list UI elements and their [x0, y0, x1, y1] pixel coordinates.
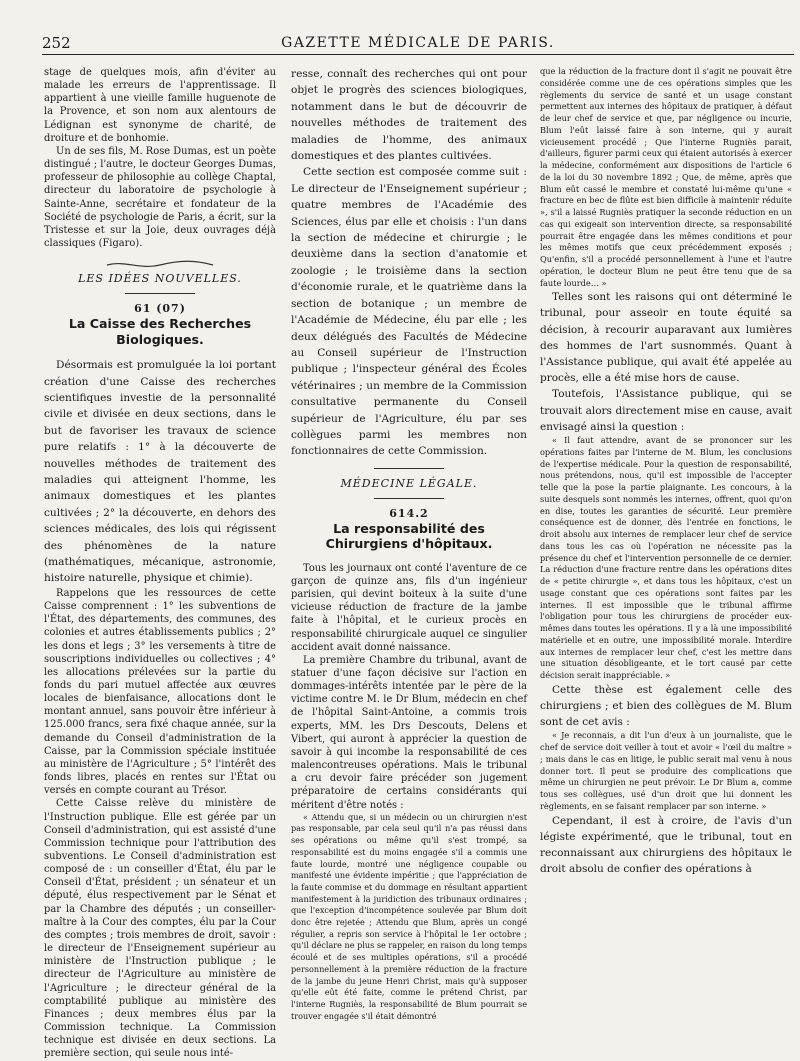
paragraph: La première Chambre du tribunal, avant de statuer d'une façon décisive sur l'action en dommages-intérêts intentée par le père de la victime contre M. le Dr Blum, médecin en chef de l'hôpital Saint-Antoine, a commis trois experts, MM. les Drs Descouts, Delens et Vibert, qui auront à apprécier la question de savoir à qui incombe la responsabilité de ces malencontreuses opérations. Mais le tribunal a cru devoir faire précéder son jugement préparatoire de certains considérants qui méritent d'être notés :: [291, 654, 527, 811]
column-3: [540, 66, 792, 1021]
paragraph: Telles sont les raisons qui ont déterminé le tribunal, pour asseoir en toute équité sa décision, à recourir auparavant aux lumières des hommes de l'art susnommés. Quant à l'Assistance publique, qui avait été appelée au procès, elle a été mise hors de cause.: [540, 291, 792, 385]
quotation: « Attendu que, si un médecin ou un chirurgien n'est pas responsable, par cela seul qu'il n'a pas réussi dans ses opérations ou même qu'il s'est trompé, sa responsabilité est du moins engagée s'il a commis une faute lourde, montré une négligence coupable ou manifesté une évidente impéritie ; que l'appréciation de la faute commise et du dommage en résultant appartient manifestement à la juridiction des tribunaux ordinaires ; que l'exception d'incompétence soulevée par Blum doit donc être rejetée ; Attendu que Blum, après un congé régulier, a repris son service à l'hôpital le 1er octobre ; qu'il déclare ne plus se rappeler, en raison du long temps écoulé et de ses multiples opérations, s'il a procédé personnellement à la première réduction de la fracture de la jambe du jeune Henri Christ, mais qu'à supposer qu'elle eût été faite, comme le prétend Christ, par l'interne Rugniès, la responsabilité de Blum pourrait se trouver engagée s'il était démontré: [291, 811, 527, 1021]
paragraph: Cette section est composée comme suit : Le directeur de l'Enseignement supérieur ; quatre membres de l'Académie des Sciences, élus par elle et choisis : l'un dans la section de médecine et chirurgie ; le deuxième dans la section d'anatomie et zoologie ; le troisième dans la section d'économie rurale, et le quatrième dans la section de botanique ; un membre de l'Académie de Médecine, élu par elle ; les deux délégués des Facultés de Médecine au Conseil supérieur de l'Instruction publique ; l'inspecteur général des Écoles vétérinaires ; un membre de la Commission consultative permanente du Conseil supérieur de l'Agriculture, élu par ses collègues parmi les membres non fonctionnaires de cette Commission.: [291, 166, 527, 458]
divider: [374, 498, 444, 499]
paragraph: Toutefois, l'Assistance publique, qui se trouvait alors directement mise en cause, avait envisagé ainsi la question :: [540, 388, 792, 433]
column-2: [291, 66, 527, 1021]
divider: [125, 293, 195, 294]
paragraph: stage de quelques mois, afin d'éviter au malade les erreurs de l'apprentissage. Il appartient à une vieille famille huguenote de la Provence, et son nom aux alentours de Lédignan est synonyme de charité, de droiture et de bonhomie.: [44, 67, 276, 144]
quotation: « Je reconnais, a dit l'un d'eux à un journaliste, que le chef de service doit veiller à tout et avoir « l'œil du maître » ; mais dans le cas en litige, le public serait mal venu à nous donner tort. Il peut se produire des complications que même un chirurgien ne peut prévoir. Le Dr Blum a, comme tous ses collègues, usé d'un droit que lui donnent les règlements, en se faisant remplacer par son interne. »: [540, 730, 792, 811]
paragraph: Désormais est promulguée la loi portant création d'une Caisse des recherches scientifiques investie de la personnalité civile et divisée en deux sections, dans le but de favoriser les travaux de science pure relatifs : 1° à la découverte de nouvelles méthodes de traitement des maladies qui atteignent l'homme, les animaux domestiques et les plantes cultivées ; 2° la découverte, en dehors des sciences médicales, des lois qui régissent des phénomènes de la nature (mathématiques, mécanique, astronomie, histoire naturelle, physique et chimie).: [44, 359, 276, 585]
article-number: 61 (07): [134, 302, 186, 316]
article-title: La Caisse des Recherches Biologiques.: [68, 316, 252, 347]
running-title: GAZETTE MÉDICALE DE PARIS.: [281, 35, 555, 51]
section-rubric: MÉDECINE LÉGALE.: [340, 476, 478, 490]
quotation: que la réduction de la fracture dont il s'agit ne pouvait être considérée comme une de ces opérations simples que les règlements du service de santé et un usage constant permettent aux internes des hôpitaux de pratiquer, à défaut de leur chef de service et que, par négligence ou incurie, Blum l'eût laissé faire à son interne, qui y aurait vicieusement procédé ; Que l'interne Rugniès parait, d'ailleurs, figurer parmi ceux qui étaient autorisés à exercer la médecine, conformément aux dispositions de l'article 6 de la loi du 30 novembre 1892 ; Que, de même, après que Blum eût cassé le membre et constaté lui-même qu'une « fracture en bec de flûte est bien difficile à maintenir réduite », s'il a laissé Rugniès pratiquer la seconde réduction en un cas qui exigeait son intervention directe, sa responsabilité pourrait être engagée dans les mêmes conditions et pour les mêmes motifs que ceux précédemment exposés ; Qu'enfin, s'il a procédé personnellement à l'une et l'autre opération, le docteur Blum ne peut être tenu que de sa faute lourde… »: [540, 66, 792, 288]
paragraph: Rappelons que les ressources de cette Caisse comprennent : 1° les subventions de l'État, des départements, des communes, des colonies et autres établissements publics ; 2° les dons et legs ; 3° les versements à titre de souscriptions individuelles ou collectives ; 4° les allocations prélevées sur la partie du fonds du pari mutuel affectée aux œuvres locales de bienfaisance, allocations dont le montant annuel, sans pouvoir être inférieur à 125.000 francs, sera fixé chaque année, sur la demande du Conseil d'administration de la Caisse, par la Commission spéciale instituée au ministère de l'Agriculture ; 5° l'intérêt des fonds libres, placés en rentes sur l'État ou versés en compte courant au Trésor.: [44, 587, 276, 797]
ornament-divider: [44, 256, 276, 268]
section-rubric: LES IDÉES NOUVELLES.: [78, 272, 242, 286]
page-number: 252: [42, 34, 71, 52]
paragraph: Cependant, il est à croire, de l'avis d'un légiste expérimenté, que le tribunal, tout en reconnaissant aux chirurgiens des hôpitaux le droit absolu de confier des opérations à: [540, 814, 792, 876]
paragraph: Cette thèse est également celle des chirurgiens ; et bien des collègues de M. Blum sont de cet avis :: [540, 683, 792, 729]
article-title: La responsabilité des Chirurgiens d'hôpitaux.: [325, 520, 493, 552]
paragraph: resse, connaît des recherches qui ont pour objet le progrès des sciences biologiques, notamment dans le but de découvrir de nouvelles méthodes de traitement des maladies de l'homme, des animaux domestiques et des plantes cultivées.: [291, 68, 527, 163]
paragraph: Tous les journaux ont conté l'aventure de ce garçon de quinze ans, fils d'un ingénieur parisien, qui devint boiteux à la suite d'une vicieuse réduction de fracture de la jambe faite à l'hôpital, et le curieux procès en responsabilité chirurgicale auquel ce singulier accident avait donné naissance.: [291, 562, 527, 653]
quotation: « Il faut attendre, avant de se prononcer sur les opérations faites par l'interne de M. Blum, les conclusions de l'expertise médicale. Pour la question de responsabilité, nous prétendons, nous, qu'il est impossible de l'accepter telle que la pose la partie plaignante. Les concours, à la suite desquels sont nommés les internes, offrent, quoi qu'on en dise, toutes les garanties de sécurité. Leur première conséquence est de donner, dès l'entrée en fonctions, le droit absolu aux internes de remplacer leur chef de service dans tous les cas où l'opération ne nécessite pas la présence du chef et l'intervention personnelle de ce dernier. La réduction d'une fracture rentre dans les opérations dites de « petite chirurgie », et dans tous les hôpitaux, c'est un usage constant que ces opérations sont faites par les internes. Il est impossible que le tribunal affirme l'obligation pour tous les chirurgiens de procéder eux-mêmes dans toutes les opérations. Il y a là une impossibilité matérielle et en outre, une impossibilité morale. Interdire aux internes de remplacer leur chef, c'est les mettre dans une situation désobligeante, et le tort causé par cette décision serait inappréciable. »: [540, 435, 792, 681]
article-number: 614.2: [389, 506, 429, 520]
paragraph: Un de ses fils, M. Rose Dumas, est un poète distingué ; l'autre, le docteur Georges Dumas, professeur de philosophie au collège Chaptal, directeur du laboratoire de psychologie à Sainte-Anne, secrétaire et fondateur de la Société de psychologie de Paris, a écrit, sur la Tristesse et sur la Joie, deux ouvrages déjà classiques (Figaro).: [44, 145, 276, 250]
divider: [374, 468, 444, 469]
page-header: [42, 34, 794, 55]
column-1: [44, 66, 276, 1060]
paragraph: Cette Caisse relève du ministère de l'Instruction publique. Elle est gérée par un Conseil d'administration, qui est assisté d'une Commission technique pour l'attribution des subventions. Le Conseil d'administration est composé de : un conseiller d'État, élu par le Conseil d'État, président ; un sénateur et un député, élus respectivement par le Sénat et par la Chambre des députés ; un conseiller-maître à la Cour des comptes, élu par la Cour des comptes ; trois membres de droit, savoir : le directeur de l'Enseignement supérieur au ministère de l'Instruction publique ; le directeur de l'Agriculture au ministère de l'Agriculture ; le directeur général de la comptabilité publique au ministère des Finances ; deux membres élus par la Commission technique. La Commission technique est divisée en deux sections. La première section, qui seule nous inté-: [44, 798, 276, 1060]
